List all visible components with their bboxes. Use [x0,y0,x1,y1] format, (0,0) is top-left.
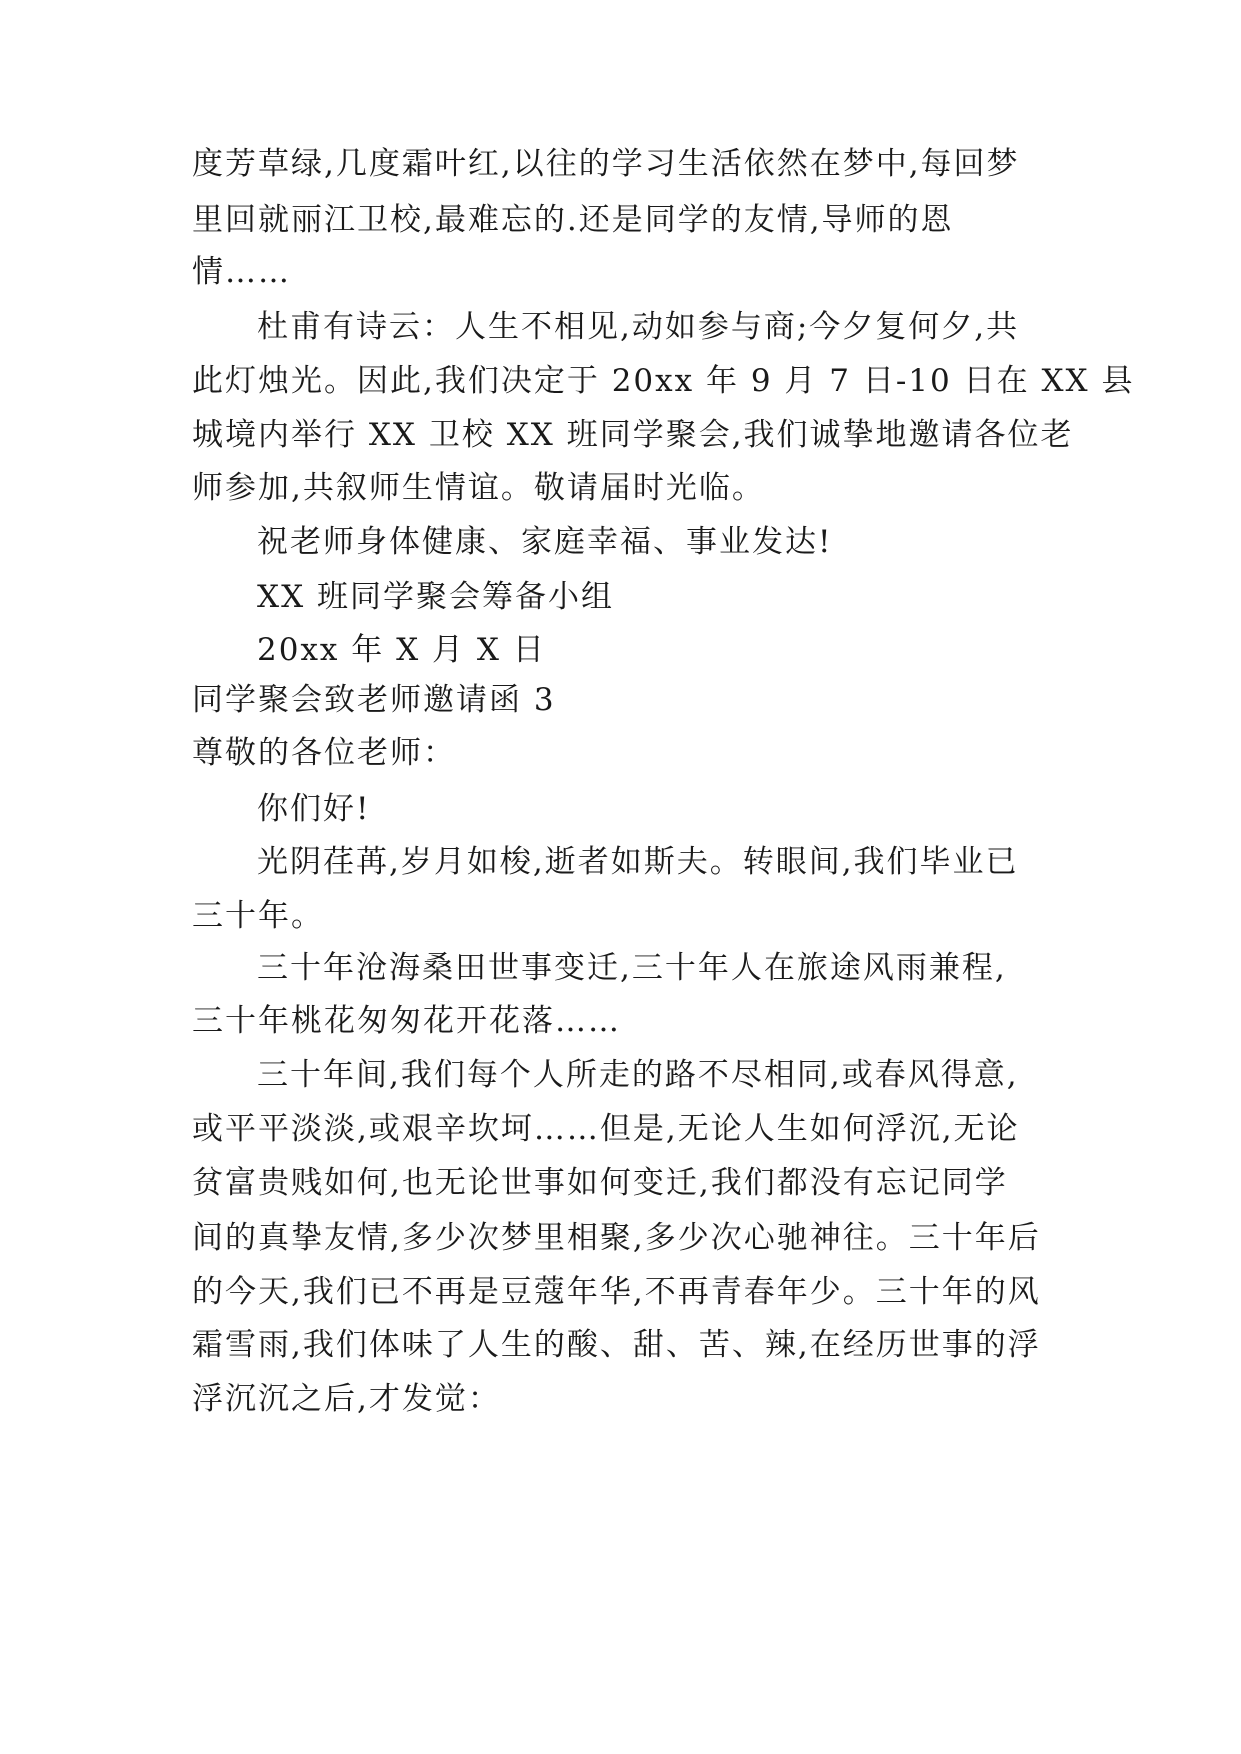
signature: XX 班同学聚会筹备小组 [257,579,614,615]
section-title: 同学聚会致老师邀请函 3 [192,682,556,718]
paragraph-line: 贫富贵贱如何,也无论世事如何变迁,我们都没有忘记同学 [192,1165,1008,1201]
closing-wish: 祝老师身体健康、家庭幸福、事业发达! [257,524,833,560]
paragraph-line: 城境内举行 XX 卫校 XX 班同学聚会,我们诚挚地邀请各位老 [192,417,1074,453]
paragraph-line: 三十年桃花匆匆花开花落…… [192,1003,621,1039]
paragraph-line: 此灯烛光。因此,我们决定于 20xx 年 9 月 7 日-10 日在 XX 县 [192,363,1135,399]
greeting: 你们好! [257,791,371,827]
paragraph-line: 师参加,共叙师生情谊。敬请届时光临。 [192,470,765,506]
paragraph-line: 三十年间,我们每个人所走的路不尽相同,或春风得意, [257,1057,1019,1093]
paragraph-line: 光阴荏苒,岁月如梭,逝者如斯夫。转眼间,我们毕业已 [257,844,1019,880]
paragraph-line: 三十年沧海桑田世事变迁,三十年人在旅途风雨兼程, [257,950,1007,986]
paragraph-line: 或平平淡淡,或艰辛坎坷……但是,无论人生如何浮沉,无论 [192,1111,1020,1147]
paragraph-line: 里回就丽江卫校,最难忘的.还是同学的友情,导师的恩 [192,202,954,238]
paragraph-line: 间的真挚友情,多少次梦里相聚,多少次心驰神往。三十年后 [192,1220,1041,1256]
paragraph-line: 霜雪雨,我们体味了人生的酸、甜、苦、辣,在经历世事的浮 [192,1327,1041,1363]
paragraph-line: 杜甫有诗云：人生不相见,动如参与商;今夕复何夕,共 [257,309,1020,345]
salutation: 尊敬的各位老师： [192,735,456,771]
date-line: 20xx 年 X 月 X 日 [257,632,546,668]
paragraph-line: 三十年。 [192,898,324,934]
paragraph-line: 度芳草绿,几度霜叶红,以往的学习生活依然在梦中,每回梦 [192,146,1020,182]
paragraph-line: 的今天,我们已不再是豆蔻年华,不再青春年少。三十年的风 [192,1274,1041,1310]
paragraph-line: 浮沉沉之后,才发觉： [192,1381,501,1417]
paragraph-line: 情…… [192,254,291,290]
